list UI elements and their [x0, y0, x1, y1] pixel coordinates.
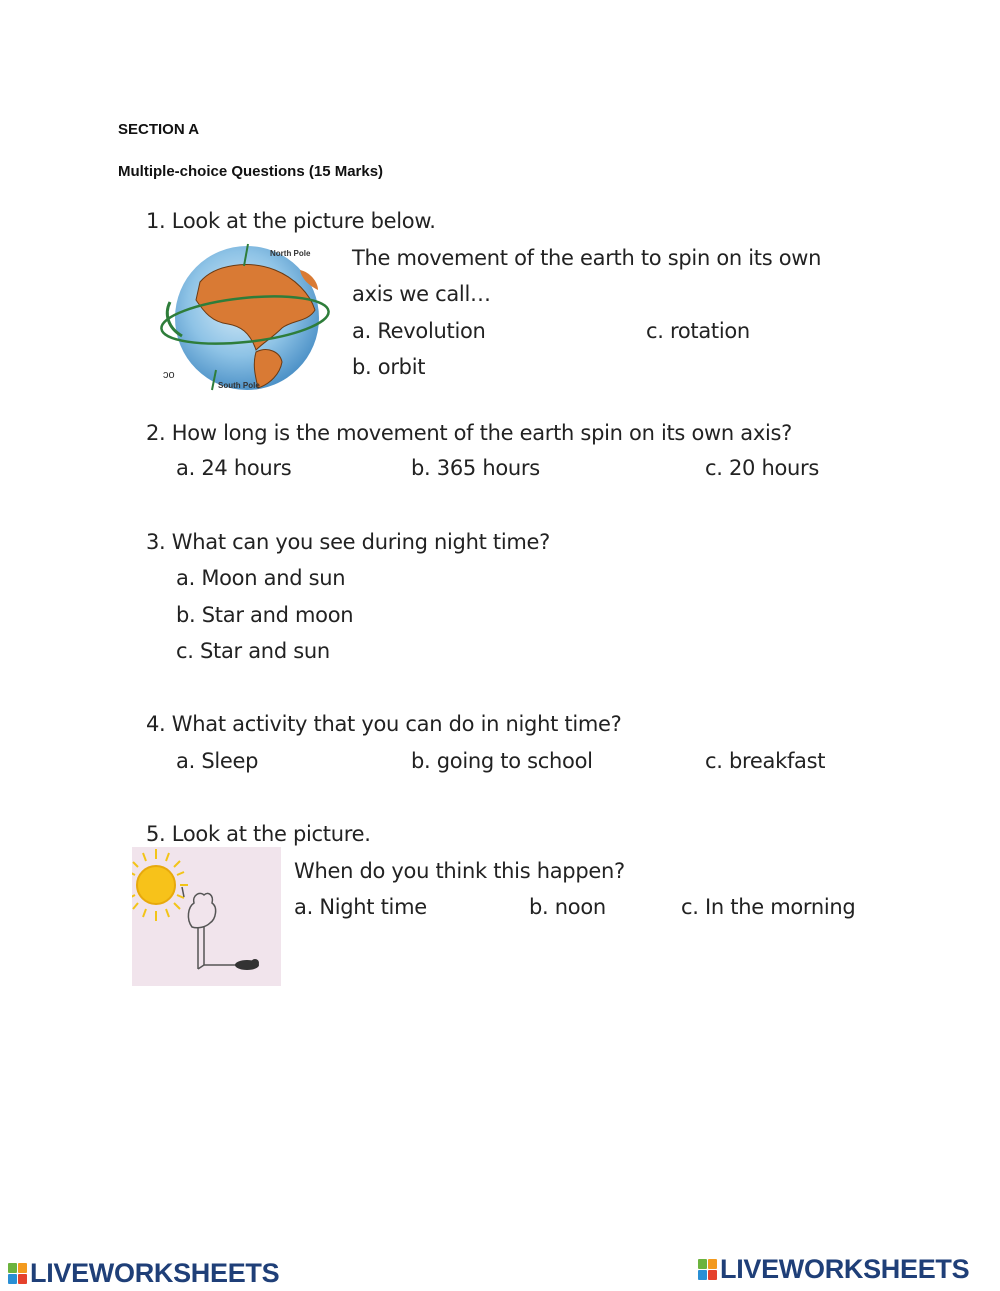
south-pole-label: South Pole: [218, 381, 260, 390]
question-5-prompt: 5. Look at the picture.: [146, 822, 371, 846]
sun-icon: [132, 849, 188, 921]
tree-icon: [182, 887, 216, 969]
liveworksheets-logo-right[interactable]: [698, 1254, 969, 1285]
question-5-question: When do you think this happen?: [294, 859, 625, 883]
question-2-option-b[interactable]: b. 365 hours: [411, 456, 540, 480]
sun-tree-picture: [132, 847, 281, 986]
question-4-option-b[interactable]: b. going to school: [411, 749, 593, 773]
question-2-prompt: 2. How long is the movement of the earth spin on its own axis?: [146, 421, 792, 445]
tree-shadow-icon: [198, 959, 259, 970]
edge-label: ɔo: [163, 369, 175, 381]
question-1-line-2: axis we call…: [352, 282, 491, 306]
question-5-option-a[interactable]: a. Night time: [294, 895, 427, 919]
section-subtitle: Multiple-choice Questions (15 Marks): [118, 163, 384, 180]
question-1-line-1: The movement of the earth to spin on its own: [352, 246, 822, 270]
question-5-option-b[interactable]: b. noon: [529, 895, 606, 919]
liveworksheets-mark-icon: [8, 1263, 27, 1284]
question-3-option-b[interactable]: b. Star and moon: [176, 603, 354, 627]
logo-wordmark: LIVEWORKSHEETS: [720, 1254, 970, 1284]
question-4-prompt: 4. What activity that you can do in night time?: [146, 712, 622, 736]
liveworksheets-logo-left[interactable]: [8, 1258, 279, 1289]
question-1-option-c[interactable]: c. rotation: [646, 319, 750, 343]
earth-picture: [160, 242, 335, 392]
logo-wordmark: LIVEWORKSHEETS: [30, 1258, 280, 1288]
question-3-option-a[interactable]: a. Moon and sun: [176, 566, 346, 590]
question-1-option-b[interactable]: b. orbit: [352, 355, 426, 379]
liveworksheets-mark-icon: [698, 1259, 717, 1280]
question-3-option-c[interactable]: c. Star and sun: [176, 639, 330, 663]
question-3-prompt: 3. What can you see during night time?: [146, 530, 550, 554]
earth-globe-icon: [160, 242, 335, 392]
question-2-option-a[interactable]: a. 24 hours: [176, 456, 292, 480]
question-2-option-c[interactable]: c. 20 hours: [705, 456, 820, 480]
question-1-option-a[interactable]: a. Revolution: [352, 319, 486, 343]
north-pole-label: North Pole: [270, 249, 311, 258]
question-1-prompt: 1. Look at the picture below.: [146, 209, 436, 233]
question-5-option-c[interactable]: c. In the morning: [681, 895, 856, 919]
question-4-option-c[interactable]: c. breakfast: [705, 749, 826, 773]
question-4-option-a[interactable]: a. Sleep: [176, 749, 259, 773]
section-title: SECTION A: [118, 121, 200, 138]
